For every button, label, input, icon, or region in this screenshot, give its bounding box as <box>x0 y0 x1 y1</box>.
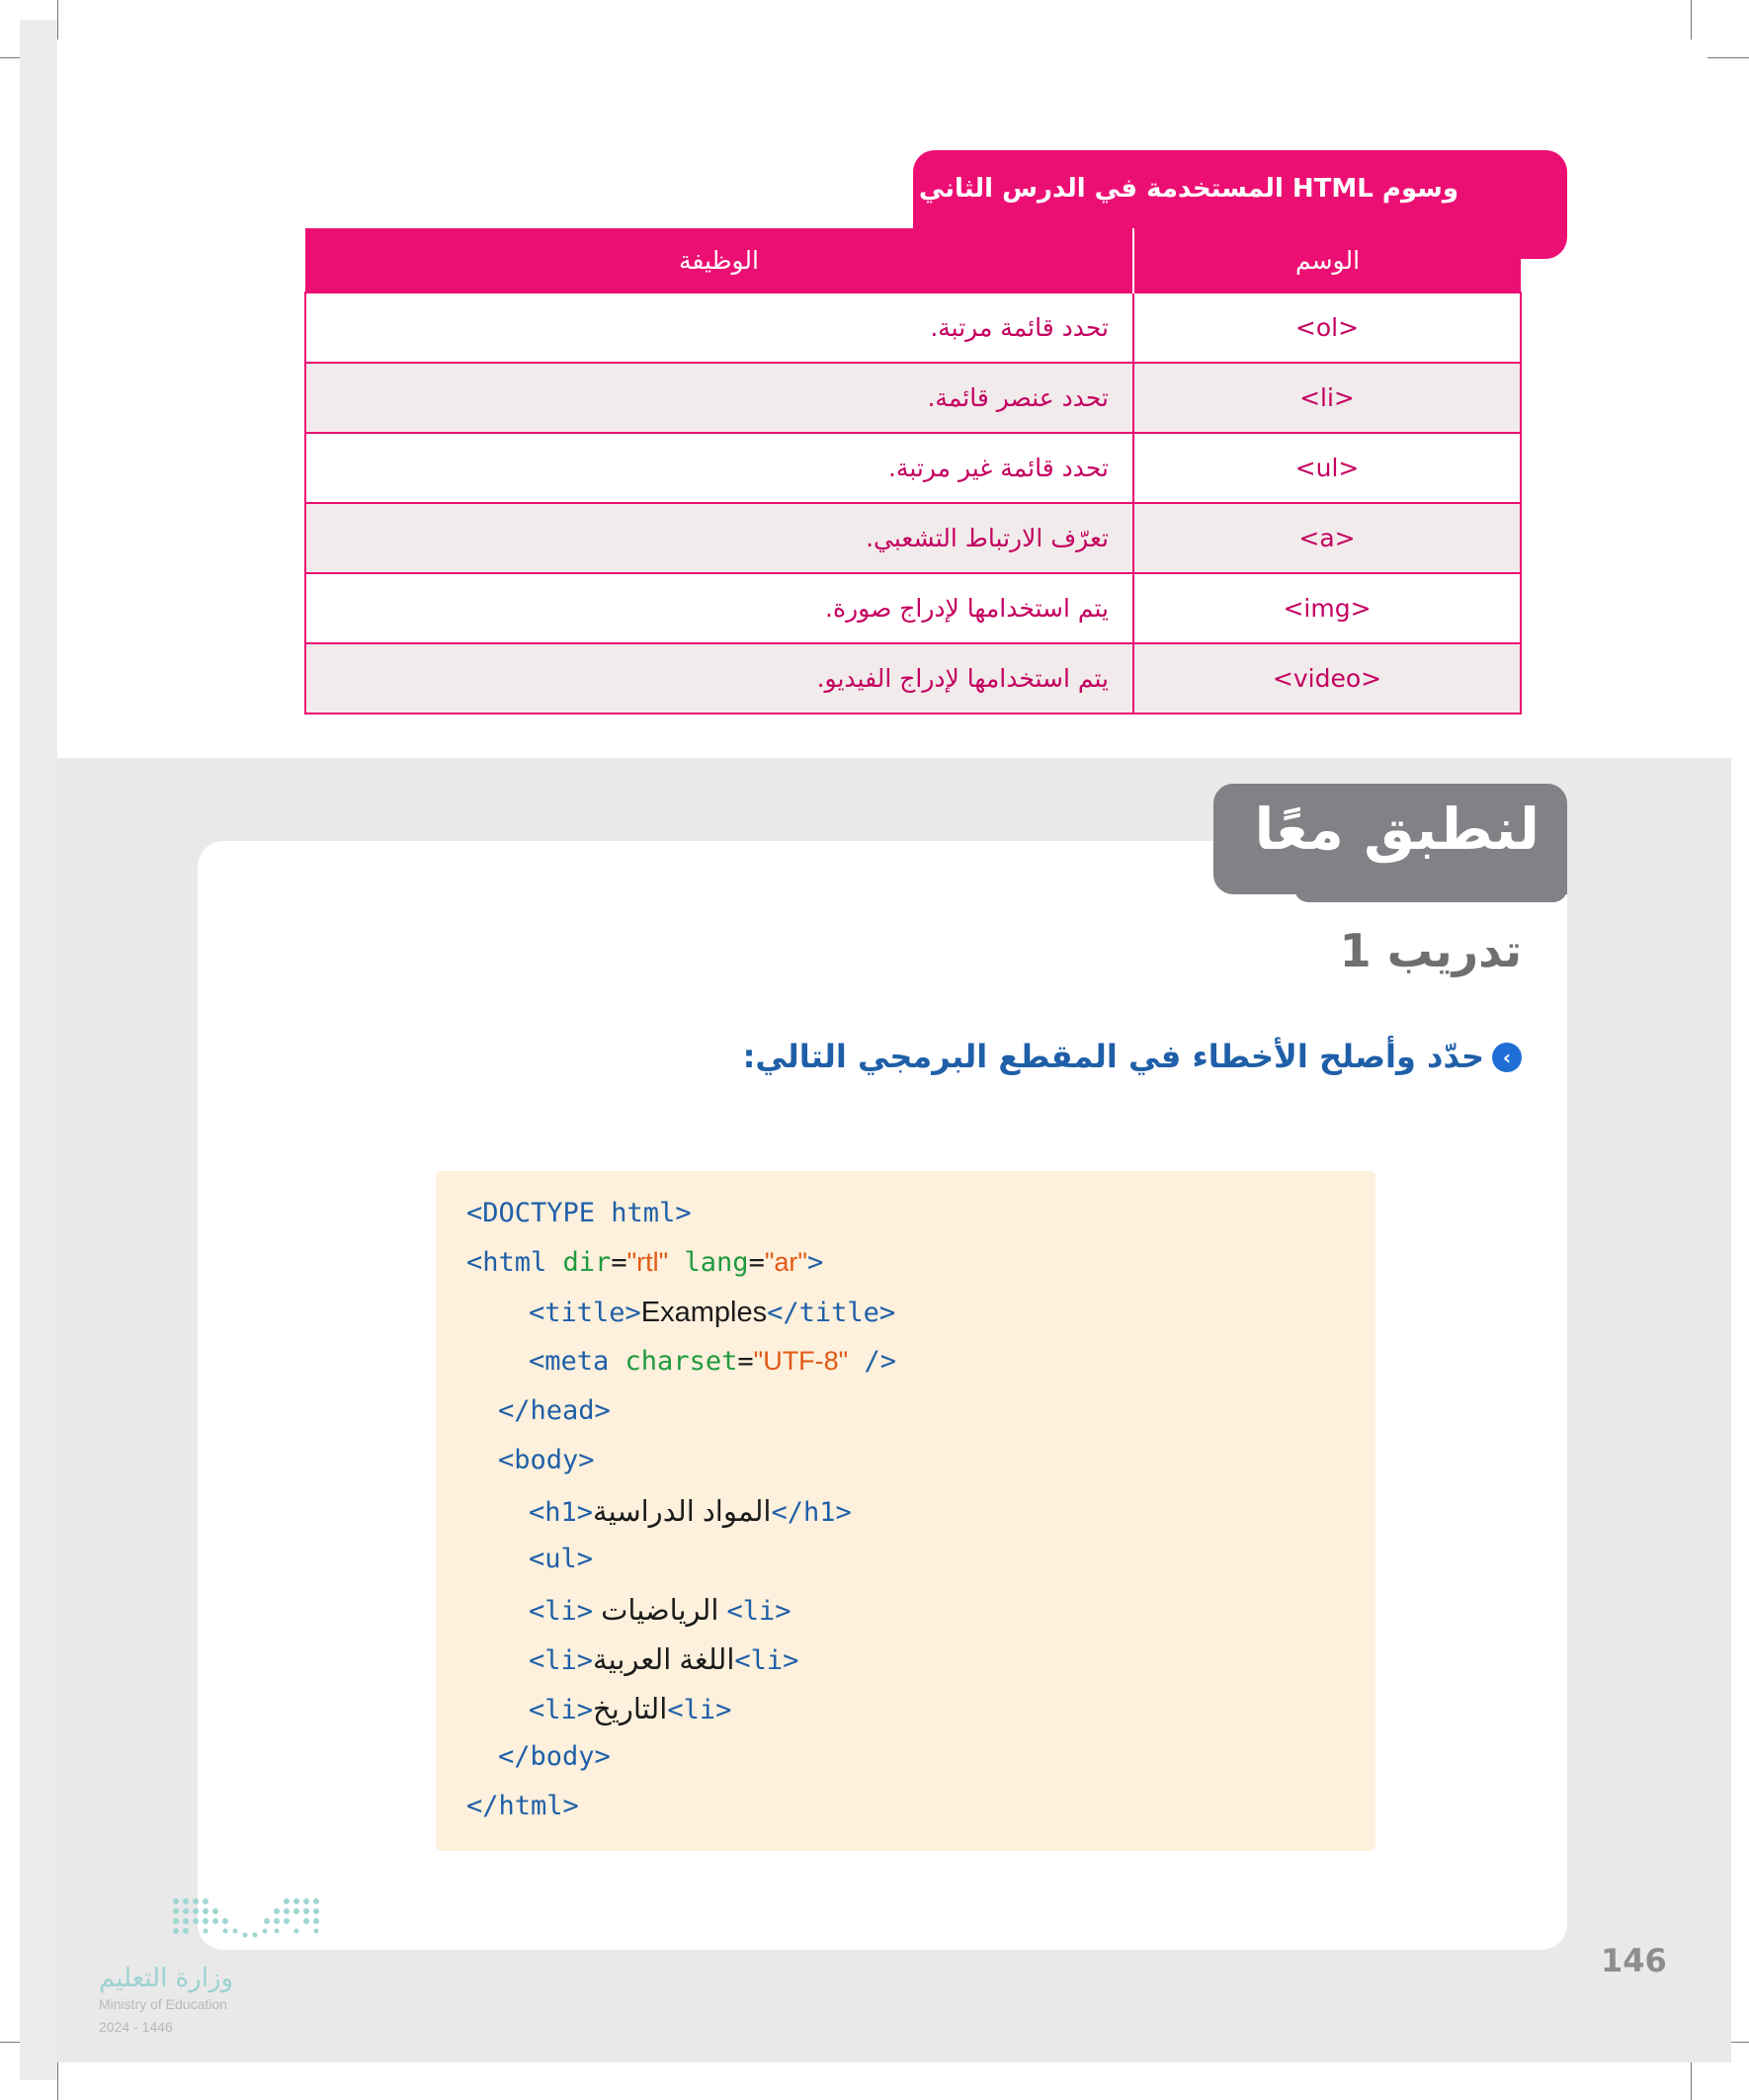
code-token: </html> <box>466 1791 579 1821</box>
table-row <box>305 433 1521 503</box>
html-tags-table <box>304 228 1522 714</box>
tag-cell: <video> <box>1133 643 1521 714</box>
function-cell: يتم استخدامها لإدراج صورة. <box>305 573 1133 643</box>
exercise-instruction: حدّد وأصلح الأخطاء في المقطع البرمجي التالي: <box>742 1038 1484 1075</box>
code-text: الرياضيات <box>593 1595 727 1627</box>
code-line <box>529 1297 895 1329</box>
code-line <box>498 1741 611 1772</box>
page-number: 146 <box>1601 1942 1667 1979</box>
code-token: <ul> <box>529 1544 594 1574</box>
code-line <box>498 1445 595 1475</box>
code-line <box>529 1494 852 1529</box>
chevron-left-icon: ‹ <box>1492 1043 1522 1072</box>
header-function: الوظيفة <box>305 228 1133 293</box>
table-header-row <box>305 228 1521 293</box>
code-token: <li> <box>529 1695 594 1725</box>
code-attribute: dir <box>562 1247 612 1278</box>
exercise-title: تدريب 1 <box>1339 924 1522 977</box>
table-row <box>305 363 1521 433</box>
code-token: <body> <box>498 1445 595 1475</box>
code-attribute: charset <box>625 1346 738 1377</box>
code-token: </h1> <box>771 1497 852 1528</box>
function-cell: تعرّف الارتباط التشعبي. <box>305 503 1133 573</box>
function-cell: يتم استخدامها لإدراج الفيديو. <box>305 643 1133 714</box>
function-cell: تحدد قائمة مرتبة. <box>305 293 1133 363</box>
code-line <box>466 1198 692 1228</box>
code-line: <meta charset="UTF-8" /> <box>529 1346 897 1377</box>
code-line <box>498 1395 611 1426</box>
code-value: "UTF-8" <box>753 1346 849 1376</box>
function-cell: تحدد قائمة غير مرتبة. <box>305 433 1133 503</box>
ministry-name-arabic: وزارة التعليم <box>99 1964 234 1993</box>
code-attribute: lang <box>684 1247 749 1278</box>
code-token: <html <box>466 1247 547 1278</box>
code-text: التاريخ <box>593 1694 668 1725</box>
crop-mark <box>1691 2060 1692 2100</box>
code-snippet <box>436 1171 1375 1851</box>
ministry-logo-icon <box>170 1895 322 1949</box>
practice-banner <box>1213 784 1567 894</box>
code-token: </title> <box>767 1298 896 1328</box>
code-line: <html dir="rtl" lang="ar"> <box>466 1247 824 1278</box>
crop-mark <box>57 2060 58 2100</box>
code-line <box>529 1642 798 1677</box>
code-token: </head> <box>498 1395 611 1426</box>
code-token: <title> <box>529 1298 641 1328</box>
crop-mark <box>57 0 58 40</box>
code-line <box>529 1593 791 1628</box>
table-row <box>305 573 1521 643</box>
table-row <box>305 503 1521 573</box>
code-token: > <box>807 1247 824 1278</box>
practice-banner-title: لنطبق معًا <box>1254 796 1540 863</box>
table-title: وسوم HTML المستخدمة في الدرس الثاني <box>918 174 1458 204</box>
ministry-name-english: Ministry of Education <box>99 1996 227 2012</box>
tag-cell: <ul> <box>1133 433 1521 503</box>
function-cell: تحدد عنصر قائمة. <box>305 363 1133 433</box>
code-text: المواد الدراسية <box>593 1496 772 1528</box>
code-line <box>529 1544 593 1574</box>
table-row <box>305 293 1521 363</box>
code-value: "rtl" <box>626 1247 669 1277</box>
code-token: <li> <box>726 1596 791 1627</box>
code-token: /> <box>864 1346 897 1377</box>
code-text: Examples <box>640 1297 768 1328</box>
table-row <box>305 643 1521 714</box>
code-token: <h1> <box>529 1497 594 1528</box>
code-token: <DOCTYPE html> <box>466 1198 692 1228</box>
tag-cell: <a> <box>1133 503 1521 573</box>
code-token: <li> <box>667 1695 732 1725</box>
tag-cell: <ol> <box>1133 293 1521 363</box>
crop-mark <box>1691 0 1692 40</box>
code-token: <li> <box>529 1596 594 1627</box>
edition-year: 2024 - 1446 <box>99 2019 173 2035</box>
page-edge-strip <box>20 20 57 2080</box>
tag-cell: <li> <box>1133 363 1521 433</box>
crop-mark <box>1707 57 1749 58</box>
code-value: "ar" <box>764 1247 808 1277</box>
tag-cell: <img> <box>1133 573 1521 643</box>
code-token: <li> <box>734 1645 799 1676</box>
code-line <box>529 1692 731 1726</box>
code-token: <li> <box>529 1645 594 1676</box>
code-token: </body> <box>498 1741 611 1772</box>
code-line <box>466 1791 579 1821</box>
code-text: اللغة العربية <box>593 1644 735 1676</box>
code-token: <meta <box>529 1346 610 1377</box>
header-tag: الوسم <box>1133 228 1521 293</box>
